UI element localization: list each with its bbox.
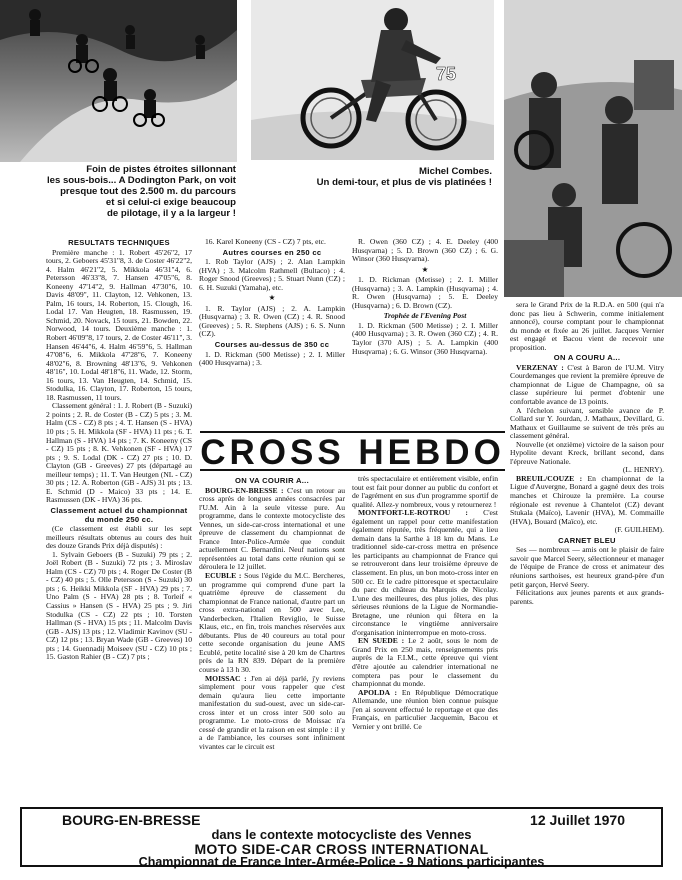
ad-event-title: MOTO SIDE-CAR CROSS INTERNATIONAL [194,841,489,857]
author-signature: (L. HENRY). [622,465,664,475]
news-item [199,675,345,752]
over-350-heading: Courses au-dessus de 350 cc [214,340,330,350]
world-championship-standings: 1. Sylvain Geboers (B - Suzuki) 79 pts ; 2. Joël Robert (B - Suzuki) 72 pts ; 3. Miroslav Halm (CS - CZ) 70 pts ; 4. Roger De Coster (B - CZ) 40 pts ; 5. Olle Petersson (S - Suzuki) 30 pts ; 6. Heikki Mikkola (SF - HVA) 29 pts ; 7. Uno Palm (S - HVA) 28 pts ; 8. Torleif « Cassius » Hansen (S - HVA) 25 pts ; 9. Jiri Stodulka (CS - CZ) 22 pts ; 10. Torsten Hallman (S - HVA) 15 pts ; 11. Malcolm Davis (GB - AJS) 13 pts ; 12. Vladimir Kavinov (SU - CZ) 12 pts ; 13. Bryan Wade (GB - Greeves) 10 pts ; 14. Guennadij Moiseev (SU - CZ) 10 pts ; 15. Gaston Rahier (B - CZ) 7 pts ; [46,549,192,662]
ad-place: BOURG-EN-BRESSE [62,812,201,828]
cross-hebdo-title: CROSS HEBDO [200,433,505,472]
first-race-results: Première manche : 1. Robert 45'26"2, 17 tours, 2. Geboers 45'31"8, 3. de Coster 46'22"2, 4. Halm 46'21"2, 5. Mikkola 46'31"4, 6. Petersson 46'33"8, 7. Hansen 47'05"6, 8. Koneeny 47'14"2, 9. Hallman 47'30"6, 10. Davis 48'09", 11. Clayton, 12. Vehkonen, 13. Palm, 16 tours, 14. Roberton, 15. Clough, 16. Lodal 17. Van Heugten, 18. Rasmussen, 19. Schmid, 20. Novack, 15 tours, 21. Bowden, 22. Norwood, 14 tours. Deuxième manche : 1. Robert 46'09"8, 17 tours, 2. de Coster 46'11", 3. Hansen 46'44"6, 4. Halm 46'59"6, 5. Hallman 47'08"6, 6. Mikkola 47'28"6, 7. Koneeny 48'02"6, 8. Browning 48'13"6, 9. Vehkonen 48'16", 10. Lodal 48'18"6, 11. Wade, 12. Storm, 16 tours, 13. Van Heugten, 14. Schmid, 15. Stodulka, 16. Clayton, 17. Roberton, 15 tours, 18. Rasmussen, 11 tours. [46,247,192,402]
news-item-text: J'en ai déjà parlé, j'y reviens simplement pour vous rappeler que c'est demain qu'aura lieu cette importante manifestation du sud-ouest, avec un side-car-cross inter et un cross inter 500 solo au programme. Le moto-cross de Moissac n'a cessé de grandir et la raison en est simple : il y a de l'ambiance, les courses sont infiniment vivantes car le circuit est [199,673,345,751]
carnet-bleu-heading: CARNET BLEU [558,535,616,545]
news-item-text: C'est à Baron de l'U.M. Vitry Courdemanges que revient la première épreuve de championnat de Ligue de Champagne, où sa classe supérieure lui permet d'obtenir une confortable avance de 13 points. [510,362,664,407]
other-250-heading: Autres courses en 250 cc [222,247,322,257]
news-item-text: En championnat de la Ligue d'Auvergne, Bonard a gagné deux des trois manches et Chirouze la première. La course régionale est revenue à Chantelot (CZ) devant Stukala (Maïco), Lavenir (HVA), M. Commaille (HVA), Bouard (Maïco), etc. [510,473,664,526]
ad-date: 12 Juillet 1970 [530,812,625,828]
news-item-place: MONTFORT-LE-ROTROU : [358,508,468,518]
star-separator-icon: ★ [268,293,276,303]
news-item [510,441,664,467]
on-va-courir-heading: ON VA COURIR A... [234,476,309,485]
second-250-results: 1. R. Taylor (AJS) ; 2. A. Lampkin (Husqvarna) ; 3. R. Owen (CZ) ; 4. R. Snood (Greeves) ; 5. R. Stephens (AJS) ; 6. S. Nunn (CZ). [199,303,345,339]
news-column-4 [199,475,345,800]
caption-line: Foin de pistes étroites sillonnant [86,164,236,175]
caption-line: presque tout des 2.500 m. du parcours [60,186,236,197]
news-item-text: C'est un retour au cross après de longues années consacrées par l'U.M. Ain à la seule vitesse pure. Au programme, dans le contexte motocycliste des Vennes, un side-car-cross international et une épreuve de classement du championnat de France Inter-Police-Armée que conduit actuellement C. Bernardini. Neuf nations sont représentées au total dans cette réunion qui se déroulera le 12 juillet. [199,485,345,572]
general-classification: Classement général : 1. J. Robert (B - Suzuki) 2 points ; 2. R. de Coster (B - CZ) 5 pts ; 3. M. Halm (CS - CZ) 8 pts ; 4. T. Hansen (S - HVA) 10 pts ; 5. H. Mikkola (SF - HVA) 11 pts ; 6. T. Hallman (S - HVA) 14 pts ; 7. K. Koneeny (CS - CZ) 15 pts ; 8. K. Vehkonen (SF - HVA) 17 pts ; 9. S. Lodal (DK - CZ) 27 pts ; 10. D. Clayton (GB - Greeves) 27 pts (départagé au meilleur temps) ; 11. T. Van Heutgen (NL - CZ) 30 pts ; 12. A. Roberton (GB - AJS) 31 pts ; 13. E. Schmid (D - Maico) 33 pts ; 14. E. Rasmussen (DK - HVA) 36 pts. [46,401,192,505]
caption-line: de pilotage, il y a la largeur ! [106,208,236,219]
motocross-riders-in-forest-photo [0,0,237,162]
news-item [510,364,664,407]
news-item [510,407,664,441]
news-item [510,475,664,526]
over-350-results-continued: R. Owen (360 CZ) ; 4. E. Deeley (400 Husqvarna) ; 5. D. Brown (360 CZ) ; 6. G. Winsor (360 Husqvarna). [352,238,498,264]
world-championship-heading: Classement actuel du championnat du monde 250 cc. [50,505,188,524]
news-column-6 [510,301,664,801]
evening-post-heading: Trophée de l'Evening Post [383,311,467,321]
event-advertisement [20,807,663,867]
combes-photo-caption [252,166,492,188]
news-item-place: MOISSAC : [205,673,247,683]
evening-post-results: 1. D. Rickman (500 Metisse) ; 2. I. Miller (400 Husqvarna) ; 3. R. Owen (360 CZ) ; 4. R. Taylor (370 AJS) ; 5. A. Lampkin (400 Husqvarna) ; 6. G. Winsor (360 Husqvarna). [352,320,498,356]
author-signature: (F. GUILHEM). [614,525,664,535]
news-item-place: EN SUEDE : [358,636,405,646]
classification-note: (Ce classement est établi sur les sept meilleurs résultats obtenus au cours des huit des douze Grands Prix déjà disputés) : [46,524,192,551]
news-item-place: BREUIL/COUZE : [516,473,583,483]
star-separator-icon: ★ [421,264,429,274]
news-item-text: Le 2 août, sous le nom de Grand Prix en 250 mais, renseignements pris auprès de la F.I.M., cette épreuve qui vient d'être ajoutée au calendrier international ne comptera pas pour le classement du championnat du monde. [352,636,498,689]
forest-photo-caption [14,164,236,219]
over-350-results: 1. D. Rickman (500 Metisse) ; 2. I. Miller (400 Husqvarna) ; 3. [199,349,345,368]
standings-continued: 16. Karel Koneeny (CS - CZ) 7 pts, etc. [205,238,326,246]
ad-context: dans le contexte motocycliste des Vennes [211,827,472,842]
news-item-text: C'est également un rappel pour cette manifestation également réputée, très fréquentée, qui a lieu demain dans la Sarthe à 18 km du Mans. Le traditionnel side-car-cross mettra en présence les participants au championnat de France qui se retrouveront dans leur troisième épreuve de classement. En plus, un bon moto-cross inter en 500 cc. Et le cadre pittoresque et spectaculaire du parc du château du Marquis de Nicolay. L'une des meilleures, des plus jolies, des plus sérieuses réunions de la Ligue de Normandie-Bretagne, une réunion qui fêtera en la circonstance le vingtième anniversaire d'organisation ininterrompue en moto-cross. [352,508,498,637]
results-heading: RESULTATS TECHNIQUES [68,238,170,247]
carnet-bleu-congrats: Félicitations aux jeunes parents et aux grands-parents. [510,588,664,606]
caption-line: les sous-bois... A Dodington Park, on voit [46,175,236,186]
rider-michel-combes-photo [251,0,494,160]
caption-line: Un demi-tour, et plus de vis platinées ! [316,177,492,188]
news-item-place: APOLDA : [358,687,398,697]
results-column-3 [352,238,498,420]
ad-championship: Championnat de France Inter-Armée-Police - 9 Nations participantes [138,855,545,869]
news-item-text: Nouvelle (et onzième) victoire de la saison pour Hypolite devant Kreck, brillant second, dans l'épreuve Nationale. [510,439,664,466]
news-item-text: très spectaculaire et entièrement visible, enfin tout est fait pour donner au public du confort et de l'agrément en sus d'un programme sportif de qualité. Allez-y nombreux, vous y retournerez ! [352,475,498,509]
news-item-place: BOURG-EN-BRESSE : [205,485,284,495]
results-column-1 [46,237,192,792]
news-item-place: ECUBLE : [205,571,242,581]
news-item-text: Sous l'égide du M.C. Bercheres, un programme qui comprend d'une part la quatrième épreuve de classement du championnat de France national, d'autre part un cross extra-national en 500 avec Lee, Vanderbecken, l'Italien Reviglio, le Suisse Klaus, etc., en fin, trois manches réservées aux débutants. Plus de 40 coureurs au total pour cette seconde organisation du jeune AMS Ecublé, petite localité sise à 20 km de Chartres près de la RN 839. Départ de la première course à 13 h 30. [199,571,345,675]
results-column-2 [199,238,345,420]
news-item [199,572,345,675]
news-item [352,637,498,688]
second-over-350-results: 1. D. Rickman (Metisse) ; 2. I. Miller (Husqvarna) ; 3. A. Lampkin (Husqvarna) ; 4. R. Owen (Husqvarna) ; 5. E. Deeley (Husqvarna) ; 6. D. Brown (CZ). [352,275,498,310]
other-250-results: 1. Rob Taylor (AJS) ; 2. Alan Lampkin (HVA) ; 3. Malcolm Rathmell (Bultaco) ; 4. Roger Snood (Greeves) ; 5. Stuart Nunn (CZ) ; 6. H. Suzuki (Yamaha), etc. [199,257,345,292]
news-item-text: En République Démocratique Allemande, une réunion bien connue puisque j'en ai souvent effectué le reportage et que des Français, en particulier Jacquemin, Bacou et Vernier y ont brillé. Ce [352,687,498,731]
caption-line: et si celui-ci exige beaucoup [105,197,236,208]
news-item [199,487,345,572]
apolda-continued: sera le Grand Prix de la R.D.A. en 500 (qui n'a donc pas lieu à Schwerin, comme initialement annoncé), course comptant pour le championnat du monde et fixée au 26 juillet. Jacques Vernier est engagé et Bacou vient de recevoir une proposition. [510,301,664,352]
news-item [352,689,498,732]
news-item-place: VERZENAY : [516,362,564,372]
news-item [352,475,498,509]
carnet-bleu-text: Ses — nombreux — amis ont le plaisir de faire savoir que Marcel Seery, sélectionneur et manager de l'équipe de France de cross et animateur des réunions sarthoises, est heureux grand-père d'un petit garçon, Hervé Seery. [510,545,664,589]
paddock-mechanics-photo [504,0,682,297]
cross-hebdo-banner [200,431,505,471]
news-item-text: A l'échelon suivant, sensible avance de P. Collard sur Y. Jourdan, J. Mathaux, Devillard, G. Mathaux et Guillaume se suivent de très près au classement général. [510,405,664,441]
on-a-couru-heading: ON A COURU A... [553,353,621,363]
caption-line: Michel Combes. [418,166,492,177]
news-column-5 [352,475,498,800]
news-item [352,509,498,637]
race-number-plate: 75 [436,64,457,84]
